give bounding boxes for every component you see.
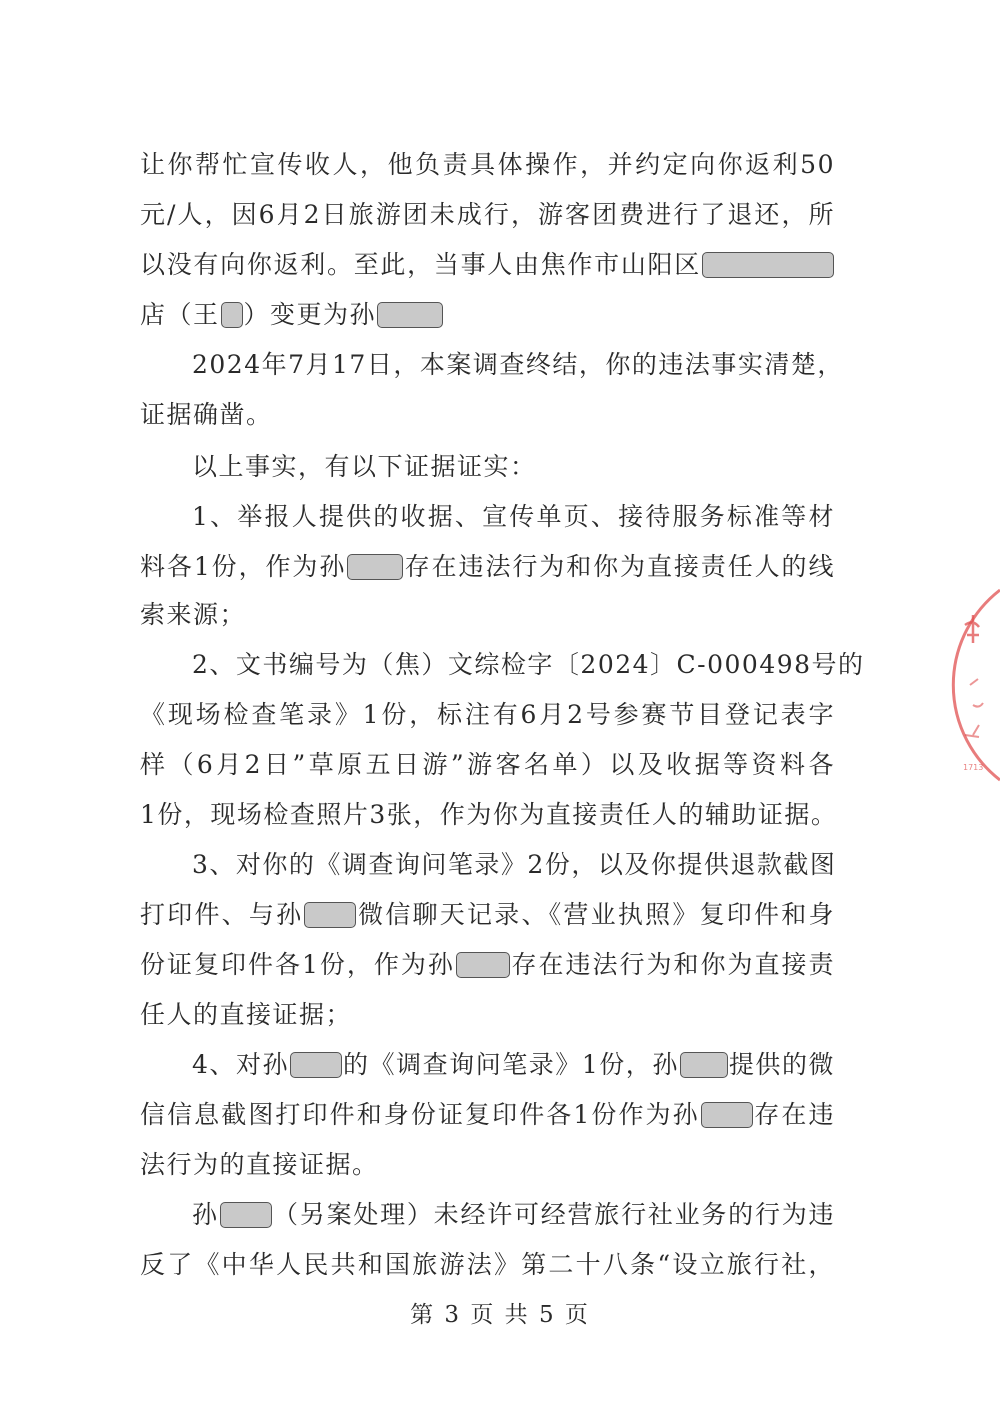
svg-text:1713: 1713	[963, 763, 984, 772]
text-line: 信信息截图打印件和身份证复印件各1份作为孙 存在违	[140, 1100, 835, 1129]
text-line: 1、举报人提供的收据、宣传单页、接待服务标准等材	[192, 502, 835, 531]
text-line: 让你帮忙宣传收人，他负责具体操作，并约定向你返利50	[140, 150, 835, 179]
text-line: 样（6月2日”草原五日游”游客名单）以及收据等资料各	[140, 750, 835, 779]
redaction-box	[377, 302, 443, 328]
page-footer: 第 3 页 共 5 页	[410, 1302, 590, 1328]
redaction-box	[304, 902, 356, 928]
text-line: 反了《中华人民共和国旅游法》第二十八条“设立旅行社，	[140, 1250, 835, 1279]
text-line: 《现场检查笔录》1份，标注有6月2号参赛节目登记表字	[140, 700, 835, 729]
redaction-box	[702, 252, 834, 278]
text-line: 以没有向你返利。至此，当事人由焦作市山阳区	[140, 250, 835, 280]
text-line: 孙 （另案处理）未经许可经营旅行社业务的行为违	[192, 1200, 835, 1229]
text-line: 4、对孙 的《调查询问笔录》1份，孙 提供的微	[192, 1050, 835, 1079]
text-line: 料各1份，作为孙 存在违法行为和你为直接责任人的线	[140, 552, 835, 581]
text-line: 2、文书编号为（焦）文综检字〔2024〕C-000498号的	[192, 650, 865, 679]
redaction-box	[680, 1052, 728, 1078]
redaction-box	[347, 554, 403, 580]
redaction-box	[701, 1102, 753, 1128]
redaction-box	[456, 952, 510, 978]
redaction-box	[290, 1052, 342, 1078]
text-line: 份证复印件各1份，作为孙 存在违法行为和你为直接责	[140, 950, 835, 979]
redaction-box	[221, 302, 243, 328]
text-line: 1份，现场检查照片3张，作为你为直接责任人的辅助证据。	[140, 800, 838, 829]
text-line: 任人的直接证据；	[140, 1000, 353, 1029]
text-line: 店（王 ）变更为孙	[140, 300, 835, 330]
text-line: 法行为的直接证据。	[140, 1150, 379, 1179]
text-line: 元/人，因6月2日旅游团未成行，游客团费进行了退还，所	[140, 200, 835, 229]
text-line: 打印件、与孙 微信聊天记录、《营业执照》复印件和身	[140, 900, 835, 929]
redaction-box	[220, 1202, 272, 1228]
text-line: 以上事实，有以下证据证实：	[192, 452, 537, 481]
text-line: 索来源；	[140, 600, 247, 629]
text-line: 3、对你的《调查询问笔录》2份，以及你提供退款截图	[192, 850, 837, 879]
official-seal-fragment	[945, 585, 1000, 785]
text-line: 2024年7月17日，本案调查终结，你的违法事实清楚，	[192, 350, 844, 379]
text-line: 证据确凿。	[140, 400, 273, 429]
